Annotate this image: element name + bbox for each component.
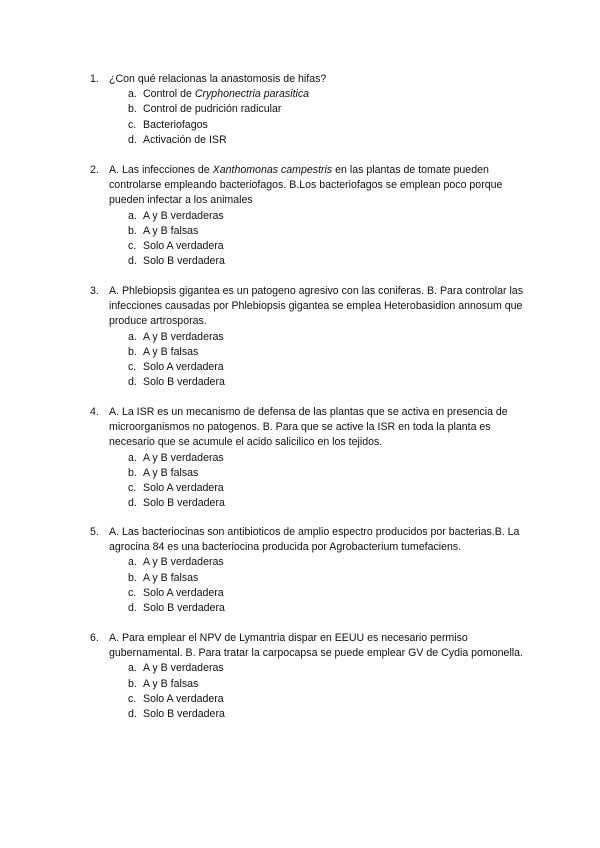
text-segment: A y B verdaderas: [143, 556, 224, 569]
text-segment: A y B verdaderas: [143, 662, 224, 675]
option-text: [143, 255, 225, 267]
question-6: [90, 631, 535, 722]
answer-option: [90, 586, 535, 601]
text-segment: Solo B verdadera: [143, 376, 225, 389]
answer-options: [90, 330, 535, 391]
text-segment: A. Para emplear el NPV de Lymantria dispar en EEUU es necesario permiso gubernamental. B. Para tratar la carpocapsa se puede emplear GV de Cydia pomonella.: [109, 632, 523, 660]
option-text: [143, 225, 198, 237]
option-text: [143, 467, 198, 479]
answer-options: [90, 661, 535, 722]
answer-option: [90, 133, 535, 148]
question-text: [109, 631, 535, 661]
text-segment: Solo A verdadera: [143, 481, 224, 494]
answer-option: [90, 707, 535, 722]
answer-option: [90, 692, 535, 707]
answer-option: [90, 224, 535, 239]
option-letter: a.: [128, 662, 137, 675]
question-4: [90, 405, 535, 511]
italic-text-segment: Xanthomonas campestris: [212, 164, 333, 176]
option-text: [143, 708, 225, 720]
option-text: [143, 346, 198, 358]
option-text: [143, 134, 227, 146]
question-5: [90, 525, 535, 616]
question-text: [109, 163, 535, 209]
text-segment: Control de: [143, 88, 195, 101]
answer-option: [90, 87, 535, 102]
option-letter: b.: [128, 571, 137, 584]
text-segment: ¿Con qué relacionas la anastomosis de hifas?: [109, 73, 327, 85]
question-number: 3.: [90, 285, 99, 297]
question-text: [109, 72, 535, 87]
option-letter: d.: [128, 255, 137, 268]
answer-options: [90, 451, 535, 512]
answer-option: [90, 571, 535, 586]
text-segment: A y B verdaderas: [143, 451, 224, 464]
text-segment: A y B falsas: [143, 571, 199, 584]
answer-option: [90, 451, 535, 466]
text-segment: Solo A verdadera: [143, 239, 224, 252]
text-segment: Solo B verdadera: [143, 255, 225, 268]
text-segment: Solo B verdadera: [143, 601, 225, 614]
answer-option: [90, 375, 535, 390]
text-segment: en las plantas de tomate pueden controlarse empleando bacteriofagos. B.Los bacteriofagos se emplean poco porque pueden infectar a los animales: [109, 164, 503, 207]
answer-option: [90, 555, 535, 570]
option-letter: c.: [128, 481, 137, 494]
option-text: [143, 452, 224, 464]
answer-option: [90, 254, 535, 269]
text-segment: Solo B verdadera: [143, 497, 225, 510]
option-letter: a.: [128, 556, 137, 569]
answer-option: [90, 466, 535, 481]
option-text: [143, 497, 225, 509]
question-2: [90, 163, 535, 269]
answer-option: [90, 209, 535, 224]
question-3: [90, 284, 535, 390]
option-letter: d.: [128, 133, 137, 146]
text-segment: A. Las bacteriocinas son antibioticos de amplio espectro producidos por bacterias.B. La agrocina 84 es una bacteriocina producida por Agrobacterium tumefaciens.: [109, 526, 520, 554]
option-letter: c.: [128, 692, 137, 705]
text-segment: Activación de ISR: [143, 133, 227, 146]
text-segment: Solo A verdadera: [143, 692, 224, 705]
option-text: [143, 572, 198, 584]
question-text: [109, 405, 535, 451]
option-letter: b.: [128, 466, 137, 479]
option-text: [143, 240, 224, 252]
option-letter: a.: [128, 88, 137, 101]
text-segment: A y B falsas: [143, 224, 199, 237]
option-text: [143, 678, 198, 690]
answer-options: [90, 87, 535, 148]
option-text: [143, 331, 224, 343]
question-number: 1.: [90, 73, 99, 85]
answer-option: [90, 102, 535, 117]
text-segment: A y B falsas: [143, 466, 199, 479]
option-text: [143, 361, 224, 373]
text-segment: Solo A verdadera: [143, 586, 224, 599]
text-segment: A. Phlebiopsis gigantea es un patogeno agresivo con las coniferas. B. Para controlar las infecciones causadas por Phlebiopsis gigantea se emplea Heterobasidion annosum que produce artrosporas.: [109, 285, 523, 328]
option-letter: a.: [128, 451, 137, 464]
text-segment: A. Las infecciones de: [109, 164, 213, 176]
option-letter: c.: [128, 118, 137, 131]
option-letter: b.: [128, 677, 137, 690]
option-text: [143, 662, 224, 674]
option-letter: c.: [128, 360, 137, 373]
question-number: 4.: [90, 406, 99, 418]
answer-option: [90, 360, 535, 375]
answer-option: [90, 661, 535, 676]
answer-option: [90, 677, 535, 692]
option-letter: d.: [128, 497, 137, 510]
option-text: [143, 103, 281, 115]
answer-options: [90, 209, 535, 270]
answer-option: [90, 601, 535, 616]
text-segment: Solo B verdadera: [143, 707, 225, 720]
question-text: [109, 525, 535, 555]
option-text: [143, 376, 225, 388]
option-letter: c.: [128, 586, 137, 599]
text-segment: A y B verdaderas: [143, 209, 224, 222]
text-segment: Control de pudrición radicular: [143, 103, 282, 116]
option-text: [143, 556, 224, 568]
option-text: [143, 88, 309, 100]
option-letter: a.: [128, 330, 137, 343]
question-text: [109, 284, 535, 330]
option-letter: c.: [128, 239, 137, 252]
option-text: [143, 210, 224, 222]
answer-option: [90, 496, 535, 511]
option-letter: b.: [128, 103, 137, 116]
answer-option: [90, 345, 535, 360]
option-text: [143, 119, 208, 131]
answer-option: [90, 330, 535, 345]
question-1: [90, 72, 535, 148]
option-letter: b.: [128, 224, 137, 237]
question-number: 2.: [90, 164, 99, 176]
question-number: 6.: [90, 632, 99, 644]
italic-text-segment: Cryphonectria parasitica: [194, 88, 310, 101]
text-segment: A. La ISR es un mecanismo de defensa de las plantas que se activa en presencia de microorganismos no patogenos. B. Para que se active la ISR en toda la planta es necesario que se acumule el acido salicilico en los tejidos.: [109, 406, 508, 449]
option-text: [143, 587, 224, 599]
option-text: [143, 482, 224, 494]
option-letter: d.: [128, 707, 137, 720]
answer-option: [90, 481, 535, 496]
answer-options: [90, 555, 535, 616]
option-letter: a.: [128, 209, 137, 222]
option-text: [143, 602, 225, 614]
answer-option: [90, 118, 535, 133]
text-segment: A y B falsas: [143, 345, 199, 358]
option-letter: b.: [128, 345, 137, 358]
text-segment: Bacteriofagos: [143, 118, 208, 131]
option-text: [143, 693, 224, 705]
text-segment: A y B falsas: [143, 677, 199, 690]
option-letter: d.: [128, 376, 137, 389]
text-segment: Solo A verdadera: [143, 360, 224, 373]
answer-option: [90, 239, 535, 254]
question-number: 5.: [90, 526, 99, 538]
text-segment: A y B verdaderas: [143, 330, 224, 343]
option-letter: d.: [128, 601, 137, 614]
